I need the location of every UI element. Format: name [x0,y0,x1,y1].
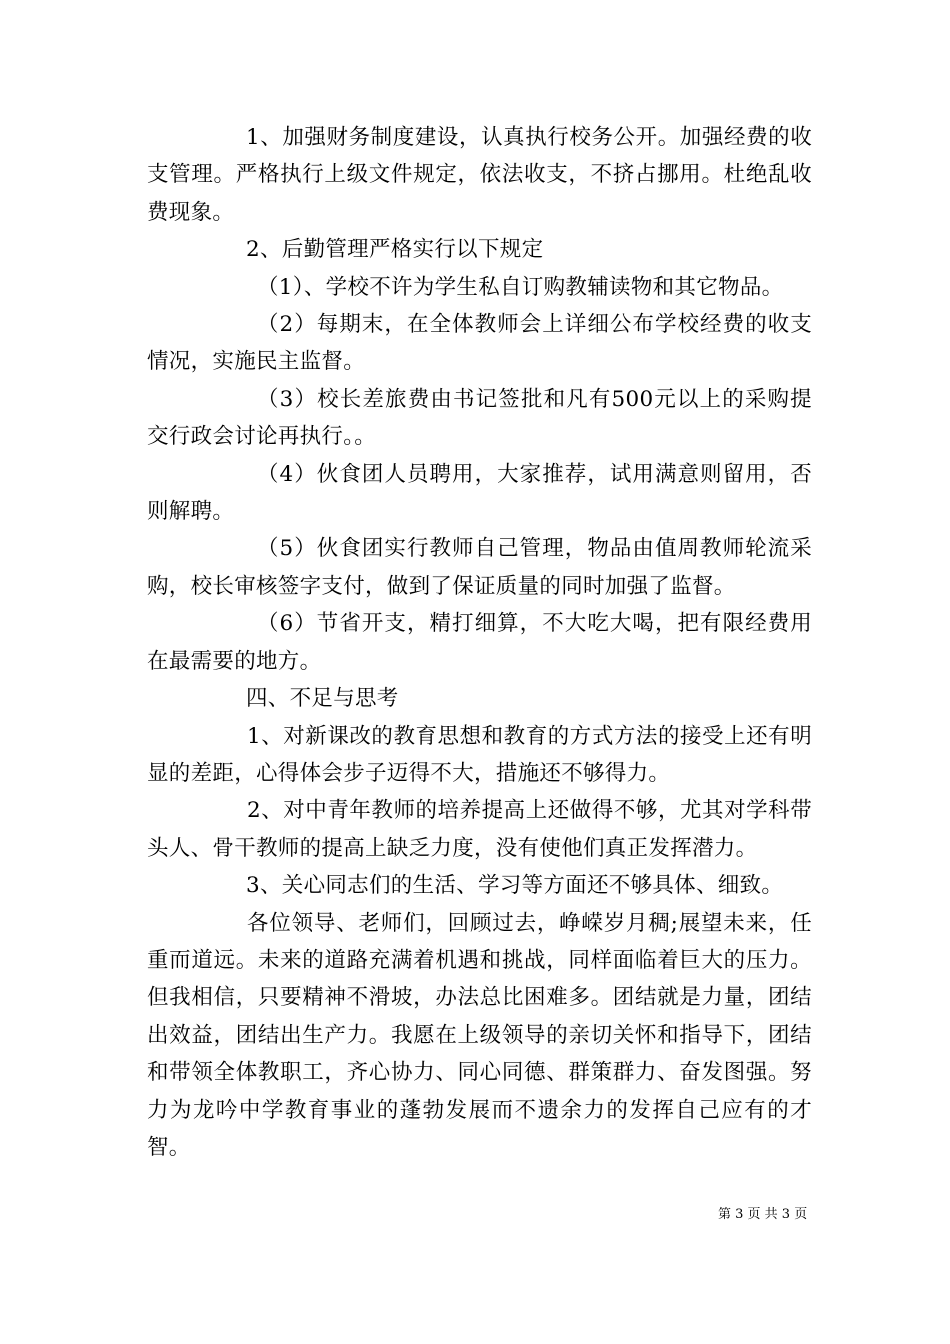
document-body [147,119,812,1166]
paragraph-rule-5: （5）伙食团实行教师自己管理，物品由值周教师轮流采购，校长审核签字支付，做到了保证质量的同时加强了监督。 [147,536,812,599]
paragraph-finance-system: 1、加强财务制度建设，认真执行校务公开。加强经费的收支管理。严格执行上级文件规定，依法收支，不挤占挪用。杜绝乱收费现象。 [147,125,812,225]
section-heading-shortcomings: 四、不足与思考 [246,686,399,712]
paragraph-closing: 各位领导、老师们，回顾过去，峥嵘岁月稠;展望未来，任重而道远。未来的道路充满着机遇和挑战，同样面临着巨大的压力。但我相信，只要精神不滑坡，办法总比困难多。团结就是力量，团结出效益，团结出生产力。我愿在上级领导的亲切关怀和指导下，团结和带领全体教职工，齐心协力、同心同德、群策群力、奋发图强。努力为龙吟中学教育事业的蓬勃发展而不遗余力的发挥自己应有的才智。 [147,910,812,1160]
paragraph-shortcoming-1: 1、对新课改的教育思想和教育的方式方法的接受上还有明显的差距，心得体会步子迈得不大，措施还不够得力。 [147,723,812,786]
paragraph-shortcoming-3: 3、关心同志们的生活、学习等方面还不够具体、细致。 [246,873,784,899]
paragraph-rule-2: （2）每期末，在全体教师会上详细公布学校经费的收支情况，实施民主监督。 [147,312,812,375]
paragraph-shortcoming-2: 2、对中青年教师的培养提高上还做得不够，尤其对学科带头人、骨干教师的提高上缺乏力度，没有使他们真正发挥潜力。 [147,798,812,861]
page-number-footer: 第 3 页 共 3 页 [718,1207,808,1222]
paragraph-rule-6: （6）节省开支，精打细算，不大吃大喝，把有限经费用在最需要的地方。 [147,611,812,674]
paragraph-rule-3: （3）校长差旅费由书记签批和凡有500元以上的采购提交行政会讨论再执行。。 [147,386,812,450]
paragraph-rule-1: （1）、学校不许为学生私自订购教辅读物和其它物品。 [257,274,784,300]
paragraph-rule-4: （4）伙食团人员聘用，大家推荐，试用满意则留用，否则解聘。 [147,461,812,525]
paragraph-logistics-rules: 2、后勤管理严格实行以下规定 [246,237,544,263]
